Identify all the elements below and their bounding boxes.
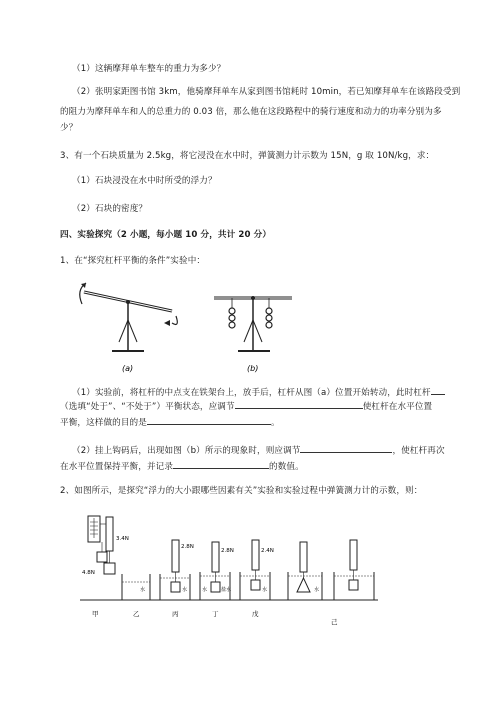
q3-stem: 3、有一个石块质量为 2.5kg，将它浸没在水中时，弹簧测力计示数为 15N，g 取 10N/kg，求： [60,151,435,161]
label-jia: 甲 [92,610,99,618]
e1-p2-text-c: 在水平位置保持平衡，并记录 [60,462,174,472]
e1-p2-text-b: ，使杠杆再次 [392,446,445,456]
lever-figure [64,278,294,378]
q2-part2-line1: （2）张明家距图书馆 3km，他骑摩拜单车从家到图书馆耗时 10min，若已知摩拜单车在该路段受到 [72,87,461,97]
experiment1-stem: 1、在“探究杠杆平衡的条件”实验中： [60,256,206,266]
e1-p1-text-d: 平衡，这样做的目的是 [60,418,147,428]
answer-blank[interactable] [173,459,269,469]
liquid-label: 水 [202,587,208,593]
q2-part1: （1）这辆摩拜单车整车的重力为多少？ [72,64,226,74]
fig-label-a: (a) [122,364,134,373]
liquid-label: 水 [314,587,320,593]
label-ding: 丁 [212,610,219,618]
reading-bing: 2.8N [181,544,194,550]
e1-p1-text-e: 。 [270,418,280,428]
reading-ding: 2.8N [221,548,234,554]
fig-label-b: (b) [247,364,259,373]
reading-wu: 2.4N [261,548,274,554]
e1-p1-line2 [60,399,432,413]
e1-p1-text-c: 使杠杆在水平位置 [362,402,433,412]
liquid-label: 水 [182,587,188,593]
e1-p1-line1 [72,385,445,399]
section-title: 四、实验探究（2 小题，每小题 10 分，共计 20 分） [60,230,272,240]
reading-yi: 3.4N [116,536,129,542]
setup-ji-right [334,540,374,600]
reading-jia: 4.8N [82,570,95,576]
label-bing: 丙 [172,610,179,618]
q2-part2-line2: 的阻力为摩拜单车和人的总重力的 0.03 倍，那么他在这段路程中的骑行速度和动力的功率分别为多 [60,107,442,117]
lever-a [80,283,178,351]
e1-p2-text-d: 的数值。 [269,462,304,472]
answer-blank[interactable] [235,399,363,409]
e1-p2-text-a: （2）挂上钩码后，出现如图（b）所示的现象时，则应调节 [72,446,301,456]
e1-p1-text-a: （1）实验前，将杠杆的中点支在铁架台上，放手后，杠杆从图（a）位置开始转动，此时杠杆 [72,388,431,398]
q3-part2: （2）石块的密度？ [72,204,148,214]
label-yi: 乙 [133,610,140,618]
answer-blank[interactable] [300,443,392,453]
q3-part1: （1）石块浸没在水中时所受的浮力？ [72,176,217,186]
buoyancy-figure [78,512,388,642]
liquid-label: 盐水 [221,587,232,593]
q2-part2-line3: 少？ [60,123,78,133]
e1-p2-line1 [72,443,445,457]
e1-p2-line2 [60,459,304,473]
label-wu: 戊 [252,610,259,618]
setup-jia [88,516,107,562]
e1-p1-line3 [60,415,280,429]
liquid-label: 水 [140,587,146,593]
experiment2-stem: 2、如图所示，是探究“浮力的大小跟哪些因素有关”实验和实验过程中弹簧测力计的示数，则： [60,486,423,496]
label-ji: 己 [331,618,338,626]
answer-blank[interactable] [431,385,445,395]
liquid-label: 水 [262,587,268,593]
lever-b [214,296,292,351]
answer-blank[interactable] [147,415,271,425]
e1-p1-text-b: （选填“处于”、“不处于”）平衡状态，应调节 [60,402,235,412]
